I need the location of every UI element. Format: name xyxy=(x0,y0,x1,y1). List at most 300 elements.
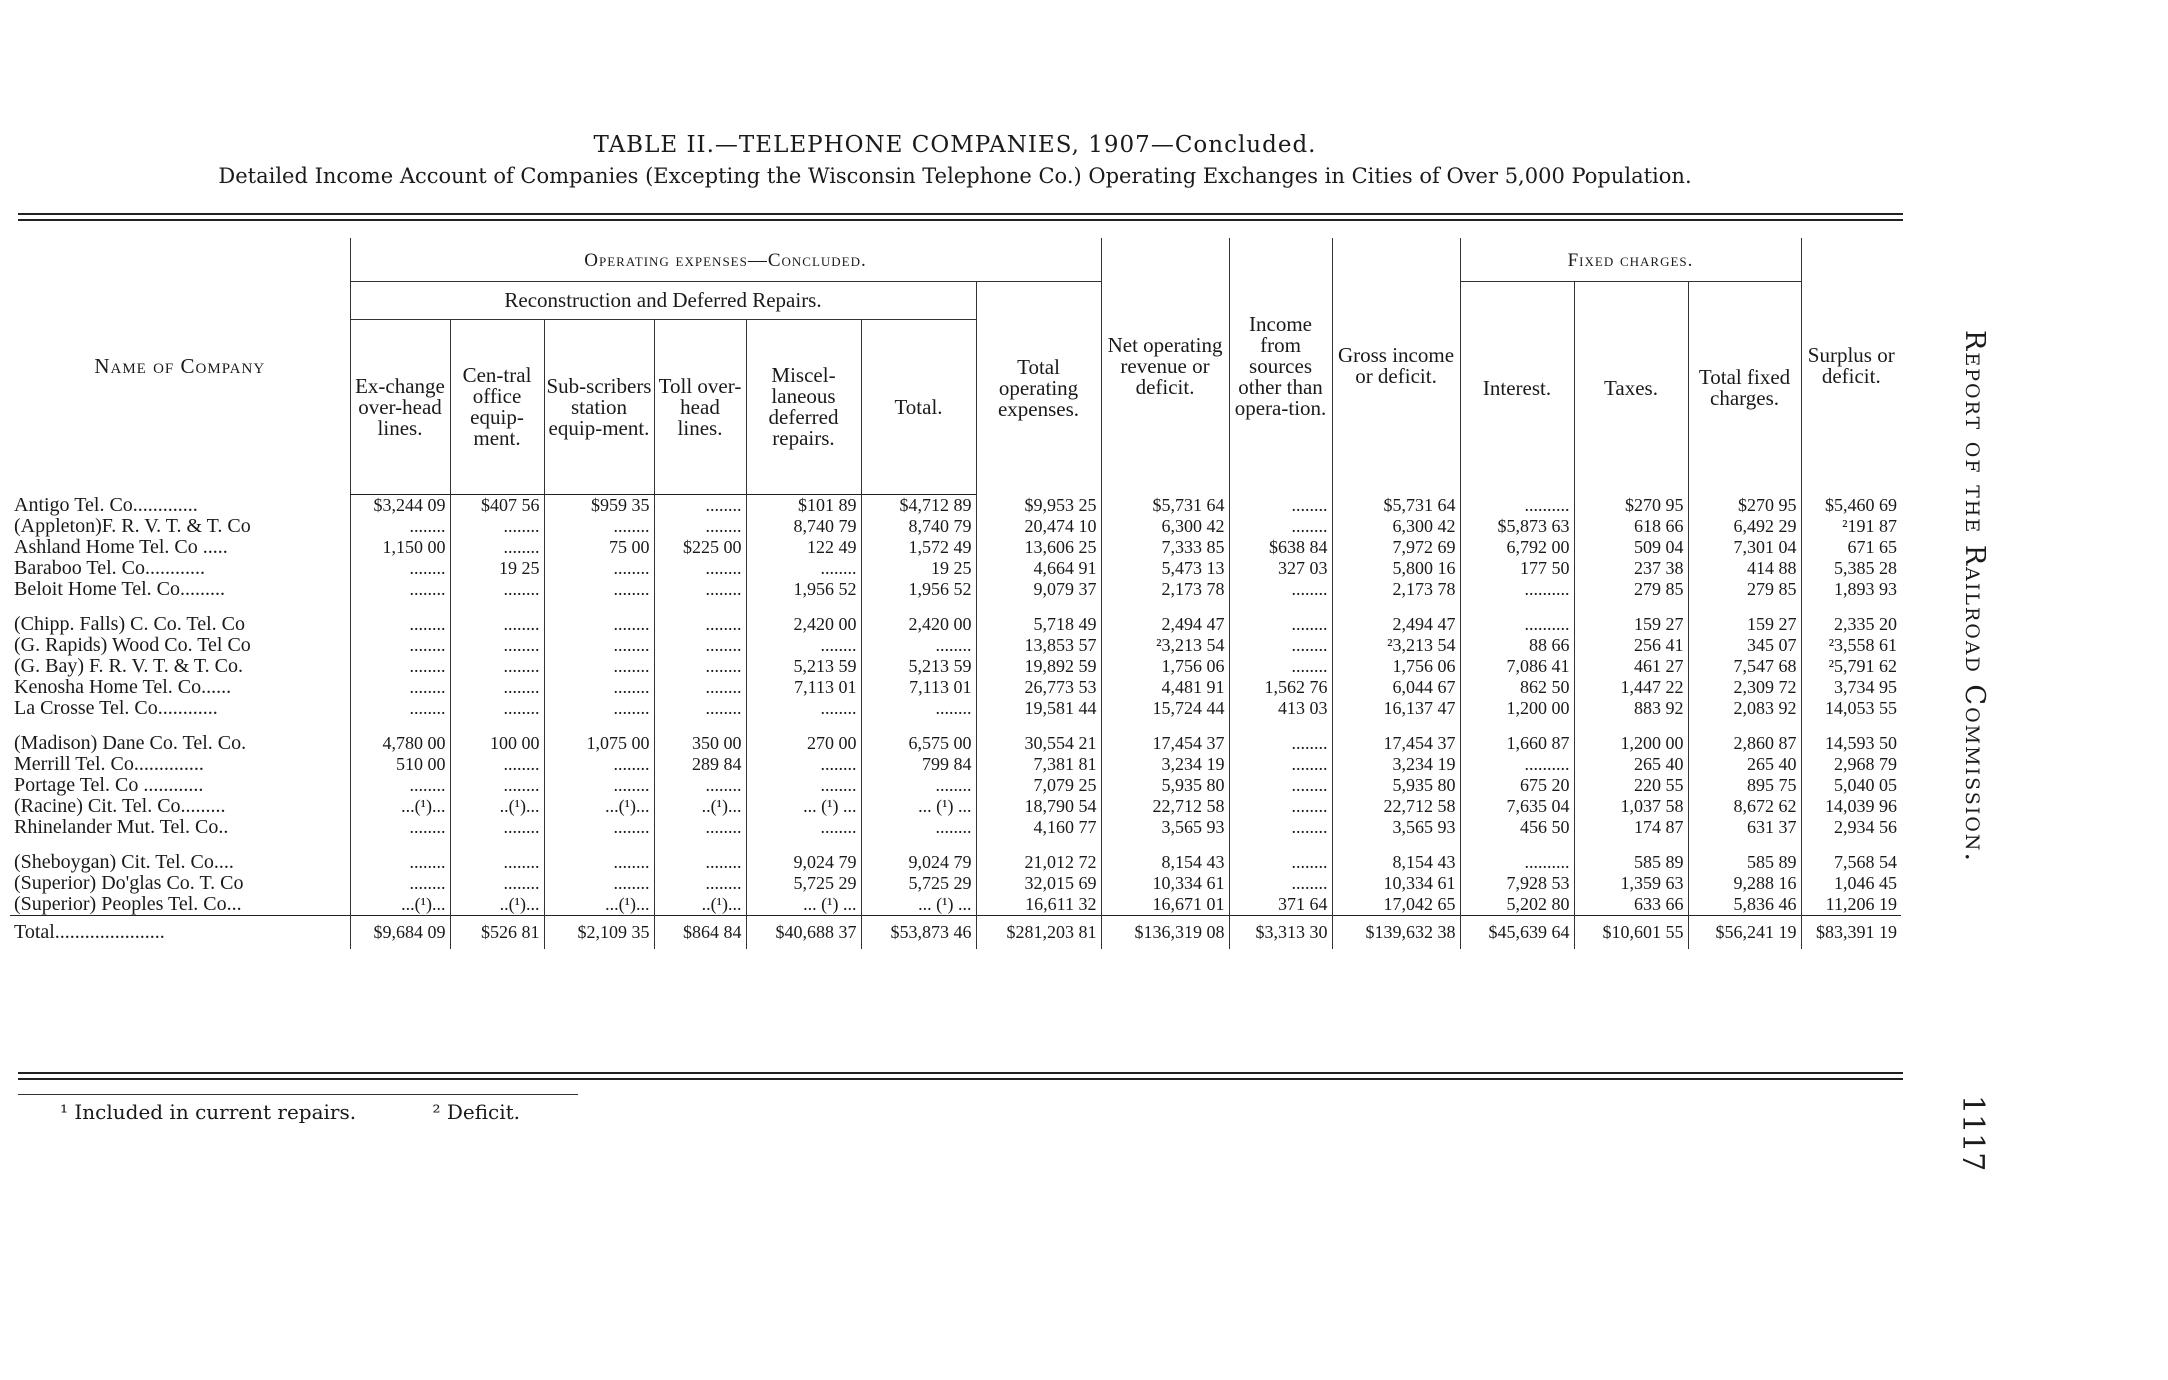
value-cell-c4: ........ xyxy=(654,817,746,838)
value-cell-c14: 1,046 45 xyxy=(1801,873,1901,894)
spacer-cell xyxy=(1460,838,1574,852)
value-cell-c1: ........ xyxy=(350,873,450,894)
value-cell-c7: 18,790 54 xyxy=(976,796,1101,817)
value-cell-c3: ........ xyxy=(544,656,654,677)
value-cell-c12: 1,359 63 xyxy=(1574,873,1688,894)
table-row xyxy=(10,754,1901,775)
spacer-cell xyxy=(1460,719,1574,733)
value-cell-c4: ........ xyxy=(654,516,746,537)
value-cell-c5: ........ xyxy=(746,558,861,579)
top-rule-double xyxy=(18,219,1903,221)
value-cell-c2: ..(¹)... xyxy=(450,796,544,817)
value-cell-c13: 345 07 xyxy=(1688,635,1801,656)
value-cell-c1: ........ xyxy=(350,614,450,635)
spacer-cell xyxy=(10,719,350,733)
spacer-cell xyxy=(1574,838,1688,852)
value-cell-c2: ........ xyxy=(450,754,544,775)
value-cell-c2: 19 25 xyxy=(450,558,544,579)
value-cell-c12: 174 87 xyxy=(1574,817,1688,838)
bottom-rule-double xyxy=(18,1078,1903,1080)
value-cell-c8: 4,481 91 xyxy=(1101,677,1229,698)
value-cell-c13: 5,836 46 xyxy=(1688,894,1801,916)
value-cell-c2: ..(¹)... xyxy=(450,894,544,916)
value-cell-c5: 122 49 xyxy=(746,537,861,558)
value-cell-c6: $53,873 46 xyxy=(861,916,976,950)
value-cell-c6: 2,420 00 xyxy=(861,614,976,635)
value-cell-c10: 6,300 42 xyxy=(1332,516,1460,537)
value-cell-c4: 350 00 xyxy=(654,733,746,754)
value-cell-c6: 1,956 52 xyxy=(861,579,976,600)
value-cell-c9: $638 84 xyxy=(1229,537,1332,558)
value-cell-c12: 1,037 58 xyxy=(1574,796,1688,817)
header-net-operating-revenue: Net operating revenue or deficit. xyxy=(1101,238,1229,495)
value-cell-c10: ²3,213 54 xyxy=(1332,635,1460,656)
header-miscellaneous-deferred-repairs: Miscel-laneous deferred repairs. xyxy=(746,320,861,495)
value-cell-c5: 9,024 79 xyxy=(746,852,861,873)
spacer-cell xyxy=(1460,600,1574,614)
footnote-1: ¹ Included in current repairs. xyxy=(60,1100,357,1124)
value-cell-c14: 7,568 54 xyxy=(1801,852,1901,873)
value-cell-c1: ........ xyxy=(350,677,450,698)
spacer-cell xyxy=(976,600,1101,614)
company-name-cell: (Appleton)F. R. V. T. & T. Co xyxy=(14,515,251,537)
value-cell-c2: ........ xyxy=(450,817,544,838)
value-cell-c14: ²5,791 62 xyxy=(1801,656,1901,677)
spacer-cell xyxy=(654,600,746,614)
value-cell-c11: .......... xyxy=(1460,614,1574,635)
value-cell-c10: 3,565 93 xyxy=(1332,817,1460,838)
value-cell-c11: .......... xyxy=(1460,495,1574,517)
value-cell-c6: 19 25 xyxy=(861,558,976,579)
footnote-rule xyxy=(18,1094,578,1095)
value-cell-c11: .......... xyxy=(1460,754,1574,775)
value-cell-c4: ........ xyxy=(654,614,746,635)
value-cell-c6: ... (¹) ... xyxy=(861,894,976,916)
value-cell-c9: 1,562 76 xyxy=(1229,677,1332,698)
value-cell-c10: $139,632 38 xyxy=(1332,916,1460,950)
company-name-cell: (Madison) Dane Co. Tel. Co. xyxy=(14,732,247,754)
value-cell-c13: 279 85 xyxy=(1688,579,1801,600)
value-cell-c4: $225 00 xyxy=(654,537,746,558)
value-cell-c5: $40,688 37 xyxy=(746,916,861,950)
value-cell-c9: ........ xyxy=(1229,614,1332,635)
value-cell-c8: 17,454 37 xyxy=(1101,733,1229,754)
value-cell-c8: 22,712 58 xyxy=(1101,796,1229,817)
footnote-2: ² Deficit. xyxy=(432,1100,521,1124)
income-account-table xyxy=(10,238,1901,949)
value-cell-c13: 159 27 xyxy=(1688,614,1801,635)
value-cell-c6: 1,572 49 xyxy=(861,537,976,558)
value-cell-c5: ........ xyxy=(746,817,861,838)
row-spacer xyxy=(10,838,1901,852)
value-cell-c2: 100 00 xyxy=(450,733,544,754)
value-cell-c1: $9,684 09 xyxy=(350,916,450,950)
value-cell-c1: 510 00 xyxy=(350,754,450,775)
value-cell-c8: $5,731 64 xyxy=(1101,495,1229,517)
value-cell-c11: $5,873 63 xyxy=(1460,516,1574,537)
value-cell-c6: 9,024 79 xyxy=(861,852,976,873)
value-cell-c10: $5,731 64 xyxy=(1332,495,1460,517)
value-cell-c3: $2,109 35 xyxy=(544,916,654,950)
value-cell-c1: 1,150 00 xyxy=(350,537,450,558)
value-cell-c12: 265 40 xyxy=(1574,754,1688,775)
value-cell-c14: 671 65 xyxy=(1801,537,1901,558)
value-cell-c10: 17,454 37 xyxy=(1332,733,1460,754)
value-cell-c8: ²3,213 54 xyxy=(1101,635,1229,656)
value-cell-c5: ........ xyxy=(746,635,861,656)
value-cell-c13: 7,301 04 xyxy=(1688,537,1801,558)
value-cell-c14: 5,385 28 xyxy=(1801,558,1901,579)
value-cell-c2: ........ xyxy=(450,852,544,873)
value-cell-c10: 1,756 06 xyxy=(1332,656,1460,677)
spacer-cell xyxy=(544,838,654,852)
value-cell-c14: 3,734 95 xyxy=(1801,677,1901,698)
table-row xyxy=(10,817,1901,838)
spacer-cell xyxy=(1229,600,1332,614)
value-cell-c1: ........ xyxy=(350,516,450,537)
value-cell-c11: 5,202 80 xyxy=(1460,894,1574,916)
value-cell-c10: 5,800 16 xyxy=(1332,558,1460,579)
value-cell-c3: ........ xyxy=(544,614,654,635)
table-row xyxy=(10,873,1901,894)
value-cell-c10: 16,137 47 xyxy=(1332,698,1460,719)
table-body xyxy=(10,495,1901,950)
value-cell-c4: ........ xyxy=(654,852,746,873)
value-cell-c11: 7,928 53 xyxy=(1460,873,1574,894)
value-cell-c5: ........ xyxy=(746,698,861,719)
value-cell-c12: 237 38 xyxy=(1574,558,1688,579)
value-cell-c12: 618 66 xyxy=(1574,516,1688,537)
value-cell-c10: 10,334 61 xyxy=(1332,873,1460,894)
spacer-cell xyxy=(1101,838,1229,852)
value-cell-c4: ........ xyxy=(654,495,746,517)
value-cell-c4: ..(¹)... xyxy=(654,796,746,817)
value-cell-c3: ........ xyxy=(544,516,654,537)
value-cell-c13: 2,860 87 xyxy=(1688,733,1801,754)
header-subscribers-station-equipment: Sub-scribers station equip-ment. xyxy=(544,320,654,495)
value-cell-c14: 14,593 50 xyxy=(1801,733,1901,754)
value-cell-c3: ........ xyxy=(544,677,654,698)
value-cell-c12: 633 66 xyxy=(1574,894,1688,916)
value-cell-c14: 11,206 19 xyxy=(1801,894,1901,916)
value-cell-c3: ........ xyxy=(544,754,654,775)
header-taxes: Taxes. xyxy=(1574,282,1688,495)
value-cell-c10: 5,935 80 xyxy=(1332,775,1460,796)
value-cell-c5: 2,420 00 xyxy=(746,614,861,635)
value-cell-c7: 19,581 44 xyxy=(976,698,1101,719)
value-cell-c5: $101 89 xyxy=(746,495,861,517)
value-cell-c5: 8,740 79 xyxy=(746,516,861,537)
spacer-cell xyxy=(10,600,350,614)
company-name-cell: Baraboo Tel. Co............ xyxy=(14,557,205,579)
value-cell-c3: ........ xyxy=(544,635,654,656)
value-cell-c11: 177 50 xyxy=(1460,558,1574,579)
page-title: TABLE II.—TELEPHONE COMPANIES, 1907—Concluded. xyxy=(593,132,1317,158)
value-cell-c2: ........ xyxy=(450,873,544,894)
value-cell-c1: ...(¹)... xyxy=(350,796,450,817)
header-interest: Interest. xyxy=(1460,282,1574,495)
table-row xyxy=(10,537,1901,558)
company-name-cell: Merrill Tel. Co.............. xyxy=(14,753,204,775)
value-cell-c12: 220 55 xyxy=(1574,775,1688,796)
spacer-cell xyxy=(861,838,976,852)
value-cell-c10: 3,234 19 xyxy=(1332,754,1460,775)
value-cell-c9: 371 64 xyxy=(1229,894,1332,916)
value-cell-c9: ........ xyxy=(1229,873,1332,894)
value-cell-c14: ²3,558 61 xyxy=(1801,635,1901,656)
value-cell-c4: ........ xyxy=(654,873,746,894)
value-cell-c10: 2,494 47 xyxy=(1332,614,1460,635)
value-cell-c12: 509 04 xyxy=(1574,537,1688,558)
value-cell-c14: 5,040 05 xyxy=(1801,775,1901,796)
value-cell-c8: 6,300 42 xyxy=(1101,516,1229,537)
value-cell-c14: $83,391 19 xyxy=(1801,916,1901,950)
value-cell-c8: 2,494 47 xyxy=(1101,614,1229,635)
header-surplus-or-deficit: Surplus or deficit. xyxy=(1801,238,1901,495)
value-cell-c13: 2,309 72 xyxy=(1688,677,1801,698)
value-cell-c4: ........ xyxy=(654,698,746,719)
company-name-cell: (Sheboygan) Cit. Tel. Co.... xyxy=(14,851,234,873)
header-total-operating-expenses: Total operating expenses. xyxy=(976,282,1101,495)
value-cell-c13: 6,492 29 xyxy=(1688,516,1801,537)
value-cell-c3: ...(¹)... xyxy=(544,796,654,817)
spacer-cell xyxy=(1332,838,1460,852)
value-cell-c13: $56,241 19 xyxy=(1688,916,1801,950)
header-operating-expenses-group: Operating expenses—Concluded. xyxy=(350,238,1101,282)
value-cell-c10: 17,042 65 xyxy=(1332,894,1460,916)
company-name-cell: Kenosha Home Tel. Co...... xyxy=(14,676,232,698)
value-cell-c2: ........ xyxy=(450,537,544,558)
company-name-cell: Total...................... xyxy=(10,916,350,950)
value-cell-c10: 7,972 69 xyxy=(1332,537,1460,558)
value-cell-c5: 7,113 01 xyxy=(746,677,861,698)
value-cell-c14: 2,335 20 xyxy=(1801,614,1901,635)
value-cell-c5: 5,725 29 xyxy=(746,873,861,894)
value-cell-c2: ........ xyxy=(450,698,544,719)
value-cell-c6: ........ xyxy=(861,775,976,796)
value-cell-c11: 675 20 xyxy=(1460,775,1574,796)
spacer-cell xyxy=(1801,838,1901,852)
value-cell-c13: 585 89 xyxy=(1688,852,1801,873)
spacer-cell xyxy=(654,838,746,852)
value-cell-c8: 10,334 61 xyxy=(1101,873,1229,894)
spacer-cell xyxy=(1101,600,1229,614)
value-cell-c1: ........ xyxy=(350,852,450,873)
value-cell-c6: 8,740 79 xyxy=(861,516,976,537)
company-name-cell: Rhinelander Mut. Tel. Co.. xyxy=(14,816,229,838)
value-cell-c13: 414 88 xyxy=(1688,558,1801,579)
value-cell-c7: 4,664 91 xyxy=(976,558,1101,579)
page-subtitle: Detailed Income Account of Companies (Excepting the Wisconsin Telephone Co.) Operating Exchanges in Cities of Over 5,000 Population. xyxy=(218,164,1692,188)
value-cell-c12: $270 95 xyxy=(1574,495,1688,517)
value-cell-c12: $10,601 55 xyxy=(1574,916,1688,950)
value-cell-c5: ... (¹) ... xyxy=(746,796,861,817)
value-cell-c3: ........ xyxy=(544,558,654,579)
top-rule xyxy=(18,213,1903,215)
value-cell-c13: 8,672 62 xyxy=(1688,796,1801,817)
spacer-cell xyxy=(746,719,861,733)
header-central-office-equipment: Cen-tral office equip-ment. xyxy=(450,320,544,495)
value-cell-c13: 7,547 68 xyxy=(1688,656,1801,677)
value-cell-c12: 585 89 xyxy=(1574,852,1688,873)
value-cell-c5: 1,956 52 xyxy=(746,579,861,600)
table-row xyxy=(10,733,1901,754)
spacer-cell xyxy=(1801,600,1901,614)
spacer-cell xyxy=(976,838,1101,852)
row-spacer xyxy=(10,719,1901,733)
value-cell-c2: ........ xyxy=(450,614,544,635)
table-row xyxy=(10,698,1901,719)
running-head-side xyxy=(1945,330,2005,1030)
spacer-cell xyxy=(654,719,746,733)
table-row xyxy=(10,656,1901,677)
value-cell-c2: $526 81 xyxy=(450,916,544,950)
spacer-cell xyxy=(746,600,861,614)
spacer-cell xyxy=(1574,719,1688,733)
value-cell-c13: $270 95 xyxy=(1688,495,1801,517)
value-cell-c4: ........ xyxy=(654,558,746,579)
value-cell-c2: ........ xyxy=(450,677,544,698)
value-cell-c5: ........ xyxy=(746,754,861,775)
company-name-cell: (Racine) Cit. Tel. Co......... xyxy=(14,795,226,817)
value-cell-c11: .......... xyxy=(1460,579,1574,600)
table-row xyxy=(10,677,1901,698)
bottom-rule xyxy=(18,1072,1903,1074)
value-cell-c1: ...(¹)... xyxy=(350,894,450,916)
spacer-cell xyxy=(746,838,861,852)
value-cell-c11: 7,635 04 xyxy=(1460,796,1574,817)
value-cell-c4: ..(¹)... xyxy=(654,894,746,916)
value-cell-c7: 20,474 10 xyxy=(976,516,1101,537)
value-cell-c8: 5,473 13 xyxy=(1101,558,1229,579)
value-cell-c9: 327 03 xyxy=(1229,558,1332,579)
value-cell-c9: ........ xyxy=(1229,516,1332,537)
table-row xyxy=(10,579,1901,600)
spacer-cell xyxy=(1229,838,1332,852)
value-cell-c2: $407 56 xyxy=(450,495,544,517)
value-cell-c12: 159 27 xyxy=(1574,614,1688,635)
spacer-cell xyxy=(861,600,976,614)
value-cell-c4: ........ xyxy=(654,677,746,698)
value-cell-c10: 2,173 78 xyxy=(1332,579,1460,600)
value-cell-c13: 265 40 xyxy=(1688,754,1801,775)
value-cell-c7: 5,718 49 xyxy=(976,614,1101,635)
value-cell-c9: ........ xyxy=(1229,852,1332,873)
value-cell-c4: ........ xyxy=(654,656,746,677)
value-cell-c11: 88 66 xyxy=(1460,635,1574,656)
value-cell-c12: 279 85 xyxy=(1574,579,1688,600)
value-cell-c3: ........ xyxy=(544,852,654,873)
company-name-cell: Portage Tel. Co ............ xyxy=(14,774,204,796)
value-cell-c7: 7,079 25 xyxy=(976,775,1101,796)
value-cell-c12: 461 27 xyxy=(1574,656,1688,677)
value-cell-c9: 413 03 xyxy=(1229,698,1332,719)
value-cell-c5: 5,213 59 xyxy=(746,656,861,677)
value-cell-c11: 7,086 41 xyxy=(1460,656,1574,677)
value-cell-c11: 862 50 xyxy=(1460,677,1574,698)
value-cell-c8: 3,565 93 xyxy=(1101,817,1229,838)
value-cell-c1: $3,244 09 xyxy=(350,495,450,517)
value-cell-c7: 26,773 53 xyxy=(976,677,1101,698)
value-cell-c8: 3,234 19 xyxy=(1101,754,1229,775)
value-cell-c10: 22,712 58 xyxy=(1332,796,1460,817)
value-cell-c13: 631 37 xyxy=(1688,817,1801,838)
spacer-cell xyxy=(976,719,1101,733)
value-cell-c8: 7,333 85 xyxy=(1101,537,1229,558)
spacer-cell xyxy=(450,838,544,852)
value-cell-c2: ........ xyxy=(450,656,544,677)
table-row xyxy=(10,635,1901,656)
value-cell-c2: ........ xyxy=(450,635,544,656)
value-cell-c8: 2,173 78 xyxy=(1101,579,1229,600)
table-row xyxy=(10,796,1901,817)
value-cell-c12: 256 41 xyxy=(1574,635,1688,656)
value-cell-c7: 13,606 25 xyxy=(976,537,1101,558)
value-cell-c11: 456 50 xyxy=(1460,817,1574,838)
company-name-cell: (Chipp. Falls) C. Co. Tel. Co xyxy=(14,613,246,635)
value-cell-c9: $3,313 30 xyxy=(1229,916,1332,950)
spacer-cell xyxy=(450,600,544,614)
value-cell-c11: 1,660 87 xyxy=(1460,733,1574,754)
company-name-cell: (G. Bay) F. R. V. T. & T. Co. xyxy=(14,655,243,677)
value-cell-c13: 895 75 xyxy=(1688,775,1801,796)
value-cell-c14: $5,460 69 xyxy=(1801,495,1901,517)
value-cell-c6: $4,712 89 xyxy=(861,495,976,517)
page-number-text: 1117 xyxy=(1955,1095,1990,1172)
value-cell-c9: ........ xyxy=(1229,733,1332,754)
value-cell-c3: ........ xyxy=(544,873,654,894)
spacer-cell xyxy=(1688,719,1801,733)
table-row xyxy=(10,516,1901,537)
value-cell-c3: ........ xyxy=(544,775,654,796)
value-cell-c7: 32,015 69 xyxy=(976,873,1101,894)
company-name-cell: La Crosse Tel. Co............ xyxy=(14,697,218,719)
company-name-cell: (G. Rapids) Wood Co. Tel Co xyxy=(14,634,251,656)
table-row xyxy=(10,495,1901,517)
value-cell-c3: 1,075 00 xyxy=(544,733,654,754)
total-row xyxy=(10,916,1901,950)
value-cell-c9: ........ xyxy=(1229,775,1332,796)
spacer-cell xyxy=(1229,719,1332,733)
value-cell-c7: 7,381 81 xyxy=(976,754,1101,775)
value-cell-c9: ........ xyxy=(1229,656,1332,677)
value-cell-c8: 16,671 01 xyxy=(1101,894,1229,916)
spacer-cell xyxy=(1332,719,1460,733)
value-cell-c6: ... (¹) ... xyxy=(861,796,976,817)
value-cell-c5: 270 00 xyxy=(746,733,861,754)
value-cell-c1: ........ xyxy=(350,656,450,677)
value-cell-c11: 6,792 00 xyxy=(1460,537,1574,558)
value-cell-c12: 1,447 22 xyxy=(1574,677,1688,698)
spacer-cell xyxy=(544,600,654,614)
spacer-cell xyxy=(450,719,544,733)
header-exchange-overhead-lines: Ex-change over-head lines. xyxy=(350,320,450,495)
value-cell-c8: 8,154 43 xyxy=(1101,852,1229,873)
footnotes xyxy=(60,1100,590,1124)
value-cell-c13: 9,288 16 xyxy=(1688,873,1801,894)
value-cell-c8: 15,724 44 xyxy=(1101,698,1229,719)
value-cell-c14: 2,968 79 xyxy=(1801,754,1901,775)
value-cell-c1: ........ xyxy=(350,775,450,796)
value-cell-c3: ...(¹)... xyxy=(544,894,654,916)
header-reconstruction-total: Total. xyxy=(861,320,976,495)
company-name-cell: Antigo Tel. Co............. xyxy=(14,493,198,516)
value-cell-c7: $9,953 25 xyxy=(976,495,1101,517)
value-cell-c3: ........ xyxy=(544,817,654,838)
value-cell-c6: 6,575 00 xyxy=(861,733,976,754)
value-cell-c7: 13,853 57 xyxy=(976,635,1101,656)
value-cell-c4: $864 84 xyxy=(654,916,746,950)
